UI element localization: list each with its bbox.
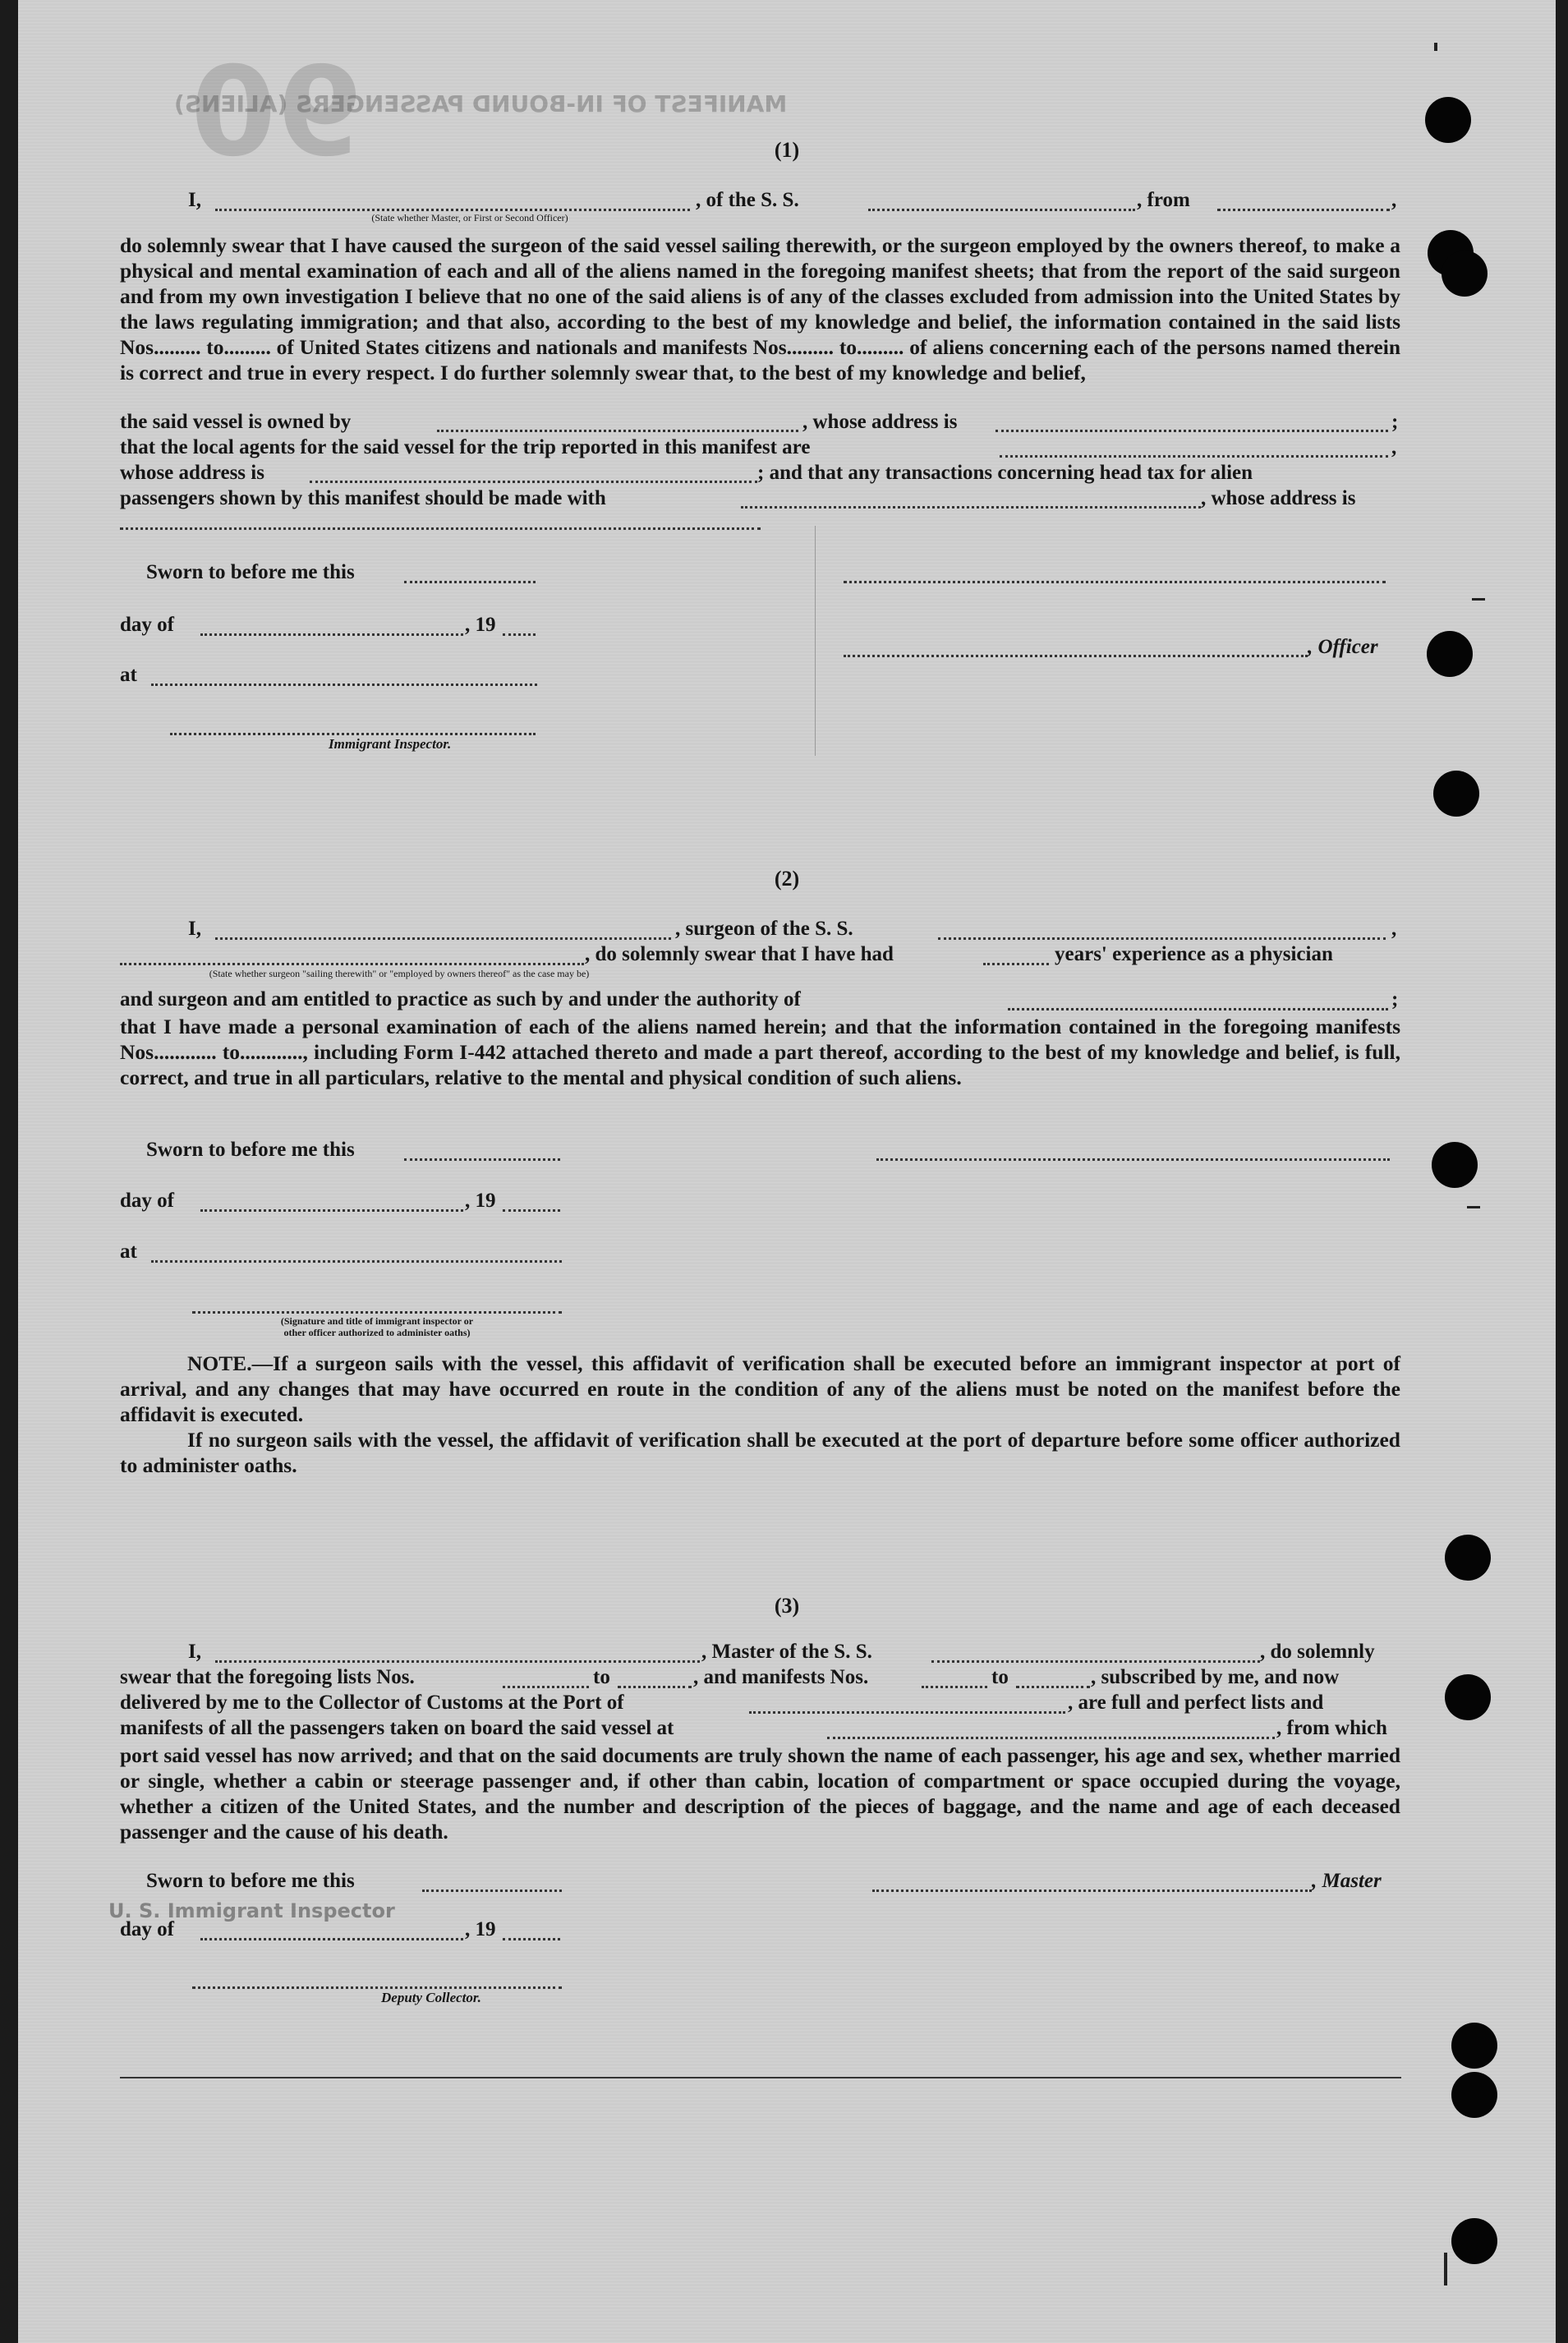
s1-i-label: I, [188,189,201,211]
s1-at-label: at [120,664,137,686]
s1-head-tax-party-field[interactable] [741,506,1201,509]
s3-solemnly-label: , do solemnly [1260,1641,1375,1663]
s2-at-field[interactable] [151,1260,562,1263]
s3-full-lists-label: , are full and perfect lists and [1068,1692,1324,1714]
s1-inspector-signature-field[interactable] [170,733,536,735]
s2-surgeon-caption: (State whether surgeon "sailing therewith" or "employed by owners thereof" as the case may be) [209,968,590,979]
punch-hole [1427,631,1473,677]
s1-of-ss-label: , of the S. S. [696,189,799,211]
s3-manifests-from-field[interactable] [922,1686,987,1688]
s3-master-signature-field[interactable] [872,1890,1312,1892]
s2-day-of-label: day of [120,1190,174,1212]
s2-surgeon-name-field[interactable] [215,937,671,940]
s1-owner-address-field[interactable] [996,430,1388,432]
punch-hole [1432,1142,1478,1188]
s1-agents-address-field[interactable] [310,481,757,483]
s1-at-field[interactable] [151,684,537,686]
s3-year-field[interactable] [503,1938,560,1940]
s2-year-label: , 19 [465,1190,496,1212]
s2-surgeon-status-field[interactable] [120,963,584,965]
s3-lists-to-field[interactable] [618,1686,692,1688]
s1-agents-label: that the local agents for the said vessel for the trip reported in this manifest are [120,436,811,458]
margin-tick [1467,1206,1480,1208]
s1-sworn-label: Sworn to before me this [146,561,355,583]
margin-tick [1444,2253,1447,2285]
s3-i-label: I, [188,1641,201,1663]
s1-day-field[interactable] [200,633,463,636]
s3-to-2: to [991,1666,1009,1688]
s1-semicolon: ; [1391,411,1399,433]
s1-from-field[interactable] [1217,209,1390,211]
s2-day-field[interactable] [200,1209,463,1212]
s1-from-label: , from [1137,189,1190,211]
s2-vessel-field[interactable] [938,937,1386,940]
s2-sworn-label: Sworn to before me this [146,1139,355,1161]
section-2-heading: (2) [774,867,800,891]
s1-year-label: , 19 [465,614,496,636]
s3-vessel-field[interactable] [931,1660,1260,1663]
s3-master-label: , Master [1312,1870,1382,1892]
s2-authority-field[interactable] [1008,1008,1388,1010]
s3-manifests-label: , and manifests Nos. [693,1666,869,1688]
s2-authority-label: and surgeon and am entitled to practice as such by and under the authority of [120,988,801,1010]
s1-head-tax-label: ; and that any transactions concerning head tax for alien [757,462,1253,484]
s2-at-label: at [120,1241,137,1263]
s2-comma: , [1391,918,1397,940]
s2-years-label: years' experience as a physician [1055,943,1333,965]
s1-agents-address-label: whose address is [120,462,264,484]
s2-swear-label: , do solemnly swear that I have had [585,943,894,965]
s2-semicolon: ; [1391,988,1399,1010]
s3-taken-on-board-label: manifests of all the passengers taken on board the said vessel at [120,1717,674,1739]
bleed-through-stamp-number: 90 [191,41,362,184]
s1-sworn-field[interactable] [404,581,536,583]
s3-body: port said vessel has now arrived; and that on the said documents are truly shown the name of each passenger, his age and sex, whether married or single, whether a cabin or steerage passenger and, if other than cabin, location of compartment or space occupied during the voyage, whether a citizen of the United States, and the number and description of the pieces of baggage, and the name and age of each deceased passenger and the cause of his death. [120,1743,1400,1844]
s2-sworn-field[interactable] [404,1158,560,1161]
s1-inspector-caption: Immigrant Inspector. [329,736,452,752]
s3-manifests-to-field[interactable] [1016,1686,1090,1688]
s1-owned-label: the said vessel is owned by [120,411,352,433]
s1-vessel-field[interactable] [868,209,1135,211]
s2-inspector-signature-field[interactable] [192,1311,562,1314]
s2-i-label: I, [188,918,201,940]
punch-hole [1451,2072,1497,2118]
s1-agents-field[interactable] [1000,455,1388,458]
s3-from-which-label: , from which [1276,1717,1387,1739]
s3-port-label: delivered by me to the Collector of Customs at the Port of [120,1692,624,1714]
s3-subscribed-label: , subscribed by me, and now [1091,1666,1340,1688]
s1-whose-address-is: , whose address is [1201,487,1356,509]
s3-year-label: , 19 [465,1918,496,1940]
punch-hole [1445,1674,1491,1720]
s1-comma-end: , [1391,436,1397,458]
punch-hole [1451,2023,1497,2069]
s1-rank-field[interactable] [215,209,690,211]
s1-rank-caption: (State whether Master, or First or Second Officer) [371,212,568,223]
s3-master-of-label: , Master of the S. S. [701,1641,872,1663]
s3-sworn-label: Sworn to before me this [146,1870,355,1892]
manifest-back-page [18,0,1556,2343]
s1-whose-address-label: , whose address is [802,411,958,433]
inspector-stamp-ghost: U. S. Immigrant Inspector [108,1899,395,1922]
s1-head-tax-address-field[interactable] [120,527,761,530]
s3-deputy-caption: Deputy Collector. [381,1990,481,2005]
s2-body: that I have made a personal examination of each of the aliens named herein; and that the information contained in the foregoing manifests Nos............ to............, including Form I-442 attached thereto and made a part thereof, according to the best of my knowledge and belief, is full, correct, and true in all particulars, relative to the mental and physical condition of such aliens. [120,1015,1400,1089]
s3-deputy-signature-field[interactable] [192,1986,562,1989]
s3-lists-label: swear that the foregoing lists Nos. [120,1666,415,1688]
s3-day-field[interactable] [200,1938,463,1940]
s2-surgeon-of-label: , surgeon of the S. S. [675,918,853,940]
bleed-through-stamp: MANIFEST OF IN-BOUND PASSENGERS (ALIENS) [174,90,788,117]
margin-tick [1472,598,1485,601]
s1-body: do solemnly swear that I have caused the surgeon of the said vessel sailing therewith, or the surgeon employed by the owners thereof, to make a physical and mental examination of each and all of the aliens named in the foregoing manifest sheets; that from the report of the said surgeon and from my own investigation I believe that no one of the said aliens is of any of the classes excluded from admission into the United States by the laws regulating immigration; and that also, according to the best of my knowledge and belief, the information contained in the said lists Nos......... to......... of United States citizens and nationals and manifests Nos......... to......... of aliens concerning each of the persons named therein is correct and true in every respect. I do further solemnly swear that, to the best of my knowledge and belief, [120,233,1400,384]
s1-master-signature-field[interactable] [844,581,1386,583]
s2-note-2: If no surgeon sails with the vessel, the affidavit of verification shall be executed at the port of departure before some officer authorized to administer oaths. [120,1428,1400,1477]
punch-hole [1433,771,1479,817]
s1-day-of-label: day of [120,614,174,636]
s2-note-1: NOTE.—If a surgeon sails with the vessel, this affidavit of verification shall be executed before an immigrant inspector at port of arrival, and any changes that may have occurred en route in the condition of any of the aliens must be noted on the manifest before the affidavit is executed. [120,1351,1400,1426]
s1-owner-field[interactable] [437,430,798,432]
section-1-heading: (1) [774,138,800,162]
s2-signature-caption-1: (Signature and title of immigrant inspector or [280,1315,474,1327]
s2-signature-caption-2: other officer authorized to administer oaths) [283,1327,471,1338]
s1-passengers-label: passengers shown by this manifest should be made with [120,487,606,509]
s2-years-field[interactable] [983,963,1049,965]
section-3-heading: (3) [774,1594,800,1618]
s3-port-field[interactable] [749,1711,1065,1714]
s1-officer-label: , Officer [1308,636,1378,658]
punch-hole [1451,2218,1497,2264]
bottom-rule [120,2077,1401,2078]
punch-hole [1442,251,1488,297]
margin-tick [1434,43,1437,51]
s2-surgeon-signature-field[interactable] [876,1158,1390,1161]
punch-hole [1425,97,1471,143]
s3-sworn-field[interactable] [422,1890,562,1892]
s2-year-field[interactable] [503,1209,560,1212]
s3-master-name-field[interactable] [215,1660,700,1663]
s1-comma: , [1391,189,1397,211]
s3-origin-port-field[interactable] [827,1737,1275,1739]
s3-lists-from-field[interactable] [503,1686,589,1688]
punch-hole [1445,1535,1491,1581]
s3-to-1: to [593,1666,610,1688]
s1-year-field[interactable] [503,633,536,636]
s1-officer-field[interactable] [844,655,1308,657]
s3-day-of-label: day of [120,1918,174,1940]
s1-column-divider [815,526,816,756]
